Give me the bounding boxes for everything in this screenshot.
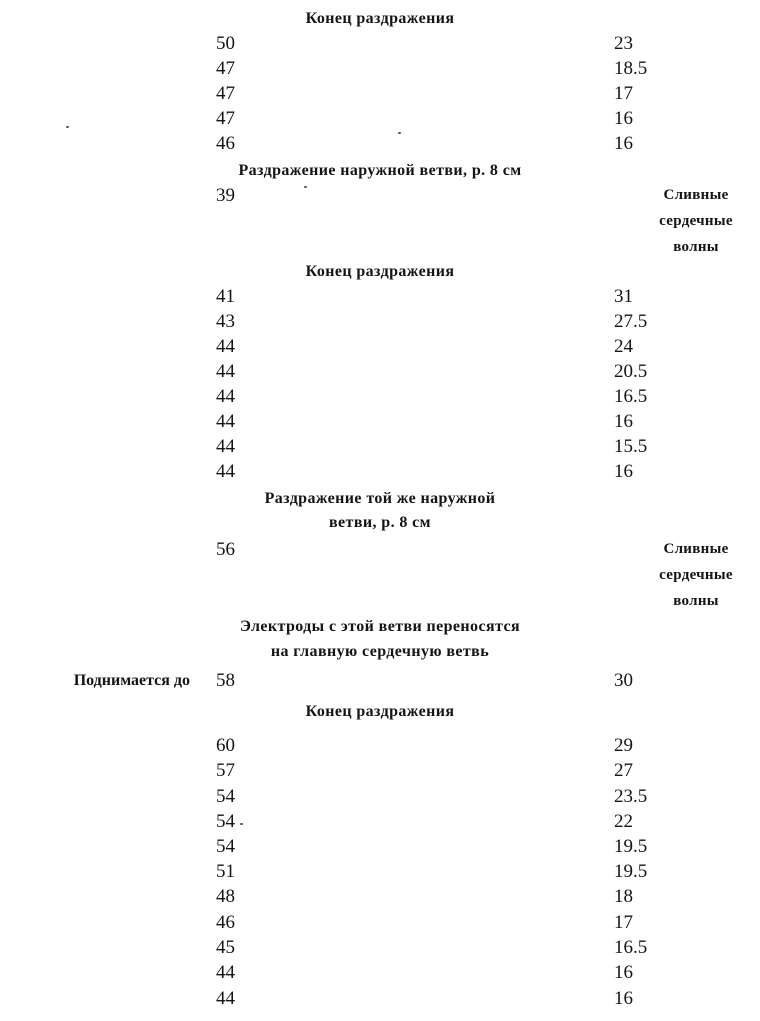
left-value: 60 <box>216 735 235 756</box>
scan-speck <box>66 126 69 128</box>
left-value: 47 <box>216 58 235 79</box>
side-note-line: Сливные <box>663 541 729 557</box>
side-note-line: волны <box>673 239 719 255</box>
left-value: 44 <box>216 962 235 983</box>
section-heading <box>0 6 760 31</box>
left-value: 45 <box>216 937 235 958</box>
side-note-line: сердечные <box>659 567 733 583</box>
table-row <box>0 910 760 935</box>
right-value: 16 <box>614 988 633 1009</box>
left-value: 47 <box>216 83 235 104</box>
right-value: 29 <box>614 735 633 756</box>
side-note-line: волны <box>673 593 719 609</box>
table-row <box>0 31 760 56</box>
table-row <box>0 309 760 334</box>
right-value: 15.5 <box>614 436 648 457</box>
scan-speck <box>304 186 307 188</box>
heading-text: Конец раздражения <box>305 10 455 27</box>
table-row <box>0 384 760 409</box>
right-value: 23.5 <box>614 786 648 807</box>
left-value: 43 <box>216 311 235 332</box>
table-row <box>0 106 760 131</box>
right-value: 16.5 <box>614 386 648 407</box>
left-value: 44 <box>216 336 235 357</box>
scan-speck <box>398 132 401 134</box>
heading-text: Конец раздражения <box>305 703 455 720</box>
left-value: 47 <box>216 108 235 129</box>
table-row <box>0 668 760 693</box>
table-row <box>0 409 760 434</box>
heading-text: Конец раздражения <box>305 263 455 280</box>
left-value: 44 <box>216 361 235 382</box>
row-prefix: Поднимается до <box>73 672 190 689</box>
right-value: 19.5 <box>614 836 648 857</box>
right-value: 16 <box>614 461 633 482</box>
right-value: 16 <box>614 962 633 983</box>
table-row <box>0 758 760 783</box>
left-value: 57 <box>216 760 235 781</box>
left-value: 54 <box>216 836 235 857</box>
section-heading <box>0 486 760 511</box>
right-value: 27.5 <box>614 311 648 332</box>
table-row <box>0 334 760 359</box>
left-value: 58 <box>216 670 235 691</box>
right-value: 24 <box>614 336 633 357</box>
table-row <box>0 834 760 859</box>
right-value: 16 <box>614 411 633 432</box>
section-heading <box>0 699 760 724</box>
heading-text: Раздражение наружной ветви, р. 8 см <box>238 162 522 179</box>
heading-text: Электроды с этой ветви переносятся <box>239 618 521 635</box>
side-note <box>636 182 756 260</box>
left-value: 44 <box>216 411 235 432</box>
left-value: 44 <box>216 461 235 482</box>
heading-text: ветви, р. 8 см <box>329 514 431 531</box>
table-row <box>0 960 760 985</box>
right-value: 17 <box>614 83 633 104</box>
table-row <box>0 284 760 309</box>
section-heading <box>0 639 760 664</box>
heading-text: Раздражение той же наружной <box>264 490 496 507</box>
left-value: 48 <box>216 886 235 907</box>
section-heading <box>0 614 760 639</box>
left-value: 44 <box>216 386 235 407</box>
left-value: 46 <box>216 133 235 154</box>
left-value: 46 <box>216 912 235 933</box>
table-row <box>0 56 760 81</box>
left-value: 51 <box>216 861 235 882</box>
right-value: 16 <box>614 108 633 129</box>
right-value: 16 <box>614 133 633 154</box>
left-value: 44 <box>216 988 235 1009</box>
table-row <box>0 884 760 909</box>
right-value: 18.5 <box>614 58 648 79</box>
table-row <box>0 986 760 1011</box>
right-value: 18 <box>614 886 633 907</box>
left-value: 41 <box>216 286 235 307</box>
left-value: 44 <box>216 436 235 457</box>
table-row <box>0 459 760 484</box>
heading-text: на главную сердечную ветвь <box>270 643 490 660</box>
left-value: 50 <box>216 33 235 54</box>
right-value: 30 <box>614 670 633 691</box>
table-row <box>0 733 760 758</box>
table-row <box>0 359 760 384</box>
side-note <box>636 536 756 614</box>
section-heading <box>0 510 760 535</box>
left-value: 56 <box>216 539 235 560</box>
table-row <box>0 131 760 156</box>
left-value: 39 <box>216 185 235 206</box>
table-row <box>0 81 760 106</box>
table-row <box>0 434 760 459</box>
table-row <box>0 859 760 884</box>
right-value: 17 <box>614 912 633 933</box>
left-value: 54 <box>216 811 235 832</box>
left-value: 54 <box>216 786 235 807</box>
right-value: 22 <box>614 811 633 832</box>
right-value: 31 <box>614 286 633 307</box>
right-value: 27 <box>614 760 633 781</box>
scan-speck <box>240 823 243 825</box>
section-heading <box>0 158 760 183</box>
right-value: 19.5 <box>614 861 648 882</box>
right-value: 20.5 <box>614 361 648 382</box>
right-value: 16.5 <box>614 937 648 958</box>
side-note-line: Сливные <box>663 187 729 203</box>
right-value: 23 <box>614 33 633 54</box>
table-row <box>0 935 760 960</box>
table-row <box>0 784 760 809</box>
table-row <box>0 809 760 834</box>
side-note-line: сердечные <box>659 213 733 229</box>
section-heading <box>0 259 760 284</box>
